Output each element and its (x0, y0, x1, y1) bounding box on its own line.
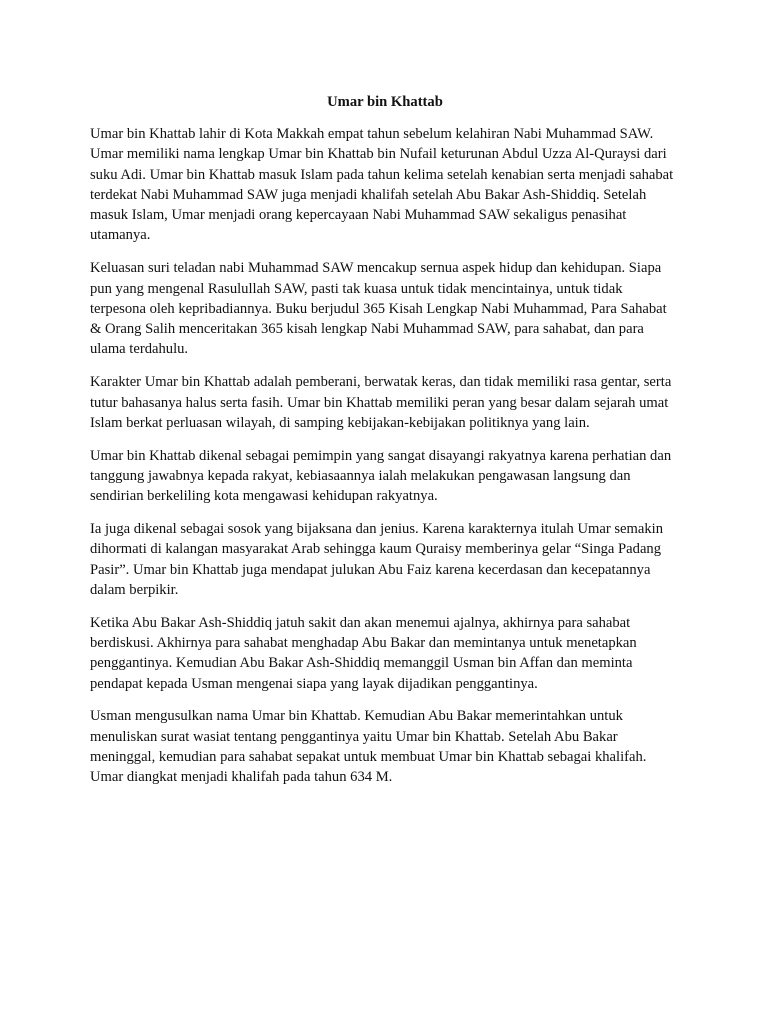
paragraph-2: Keluasan suri teladan nabi Muhammad SAW mencakup sernua aspek hidup dan kehidupan. Siapa pun yang mengenal Rasulullah SAW, pasti tak kuasa untuk tidak mencintainya, untuk tidak terpesona oleh kepribadiannya. Buku berjudul 365 Kisah Lengkap Nabi Muhammad, Para Sahabat & Orang Salih menceritakan 365 kisah lengkap Nabi Muhammad SAW, para sahabat, dan para ulama terdahulu. (90, 260, 667, 358)
paragraph-4: Umar bin Khattab dikenal sebagai pemimpin yang sangat disayangi rakyatnya karena perhatian dan tanggung jawabnya kepada rakyat, kebiasaannya ialah melakukan pengawasan langsung dan sendirian berkeliling kota mengawasi kehidupan rakyatnya. (90, 447, 672, 505)
document-title: Umar bin Khattab (327, 94, 443, 110)
paragraph-3: Karakter Umar bin Khattab adalah pemberani, berwatak keras, dan tidak memiliki rasa gentar, serta tutur bahasanya halus serta fasih. Umar bin Khattab memiliki peran yang besar dalam sejarah umat Islam berkat perluasan wilayah, di samping kebijakan-kebijakan politiknya yang lain. (90, 374, 672, 431)
paragraph-5: Ia juga dikenal sebagai sosok yang bijaksana dan jenius. Karena karakternya itulah Umar semakin dihormati di kalangan masyarakat Arab sehingga kaum Quraisy memberinya gelar “Singa Padang Pasir”. Umar bin Khattab juga mendapat julukan Abu Faiz karena kecerdasan dan kecepatannya dalam berpikir. (90, 521, 664, 598)
document-page (90, 92, 680, 800)
paragraph-1: Umar bin Khattab lahir di Kota Makkah empat tahun sebelum kelahiran Nabi Muhammad SAW. Umar memiliki nama lengkap Umar bin Khattab bin Nufail keturunan Abdul Uzza Al-Quraysi dari suku Adi. Umar bin Khattab masuk Islam pada tahun kelima setelah kenabian serta menjadi sahabat terdekat Nabi Muhammad SAW juga menjadi khalifah setelah Abu Bakar Ash-Shiddiq. Setelah masuk Islam, Umar menjadi orang kepercayaan Nabi Muhammad SAW sekaligus penasihat utamanya. (90, 126, 674, 244)
paragraph-7: Usman mengusulkan nama Umar bin Khattab. Kemudian Abu Bakar memerintahkan untuk menuliskan surat wasiat tentang penggantinya yaitu Umar bin Khattab. Setelah Abu Bakar meninggal, kemudian para sahabat sepakat untuk membuat Umar bin Khattab sebagai khalifah. Umar diangkat menjadi khalifah pada tahun 634 M. (90, 708, 647, 786)
paragraph-6: Ketika Abu Bakar Ash-Shiddiq jatuh sakit dan akan menemui ajalnya, akhirnya para sahabat berdiskusi. Akhirnya para sahabat menghadap Abu Bakar dan memintanya untuk menetapkan penggantinya. Kemudian Abu Bakar Ash-Shiddiq memanggil Usman bin Affan dan meminta pendapat kepada Usman mengenai siapa yang layak dijadikan penggantinya. (90, 614, 637, 692)
